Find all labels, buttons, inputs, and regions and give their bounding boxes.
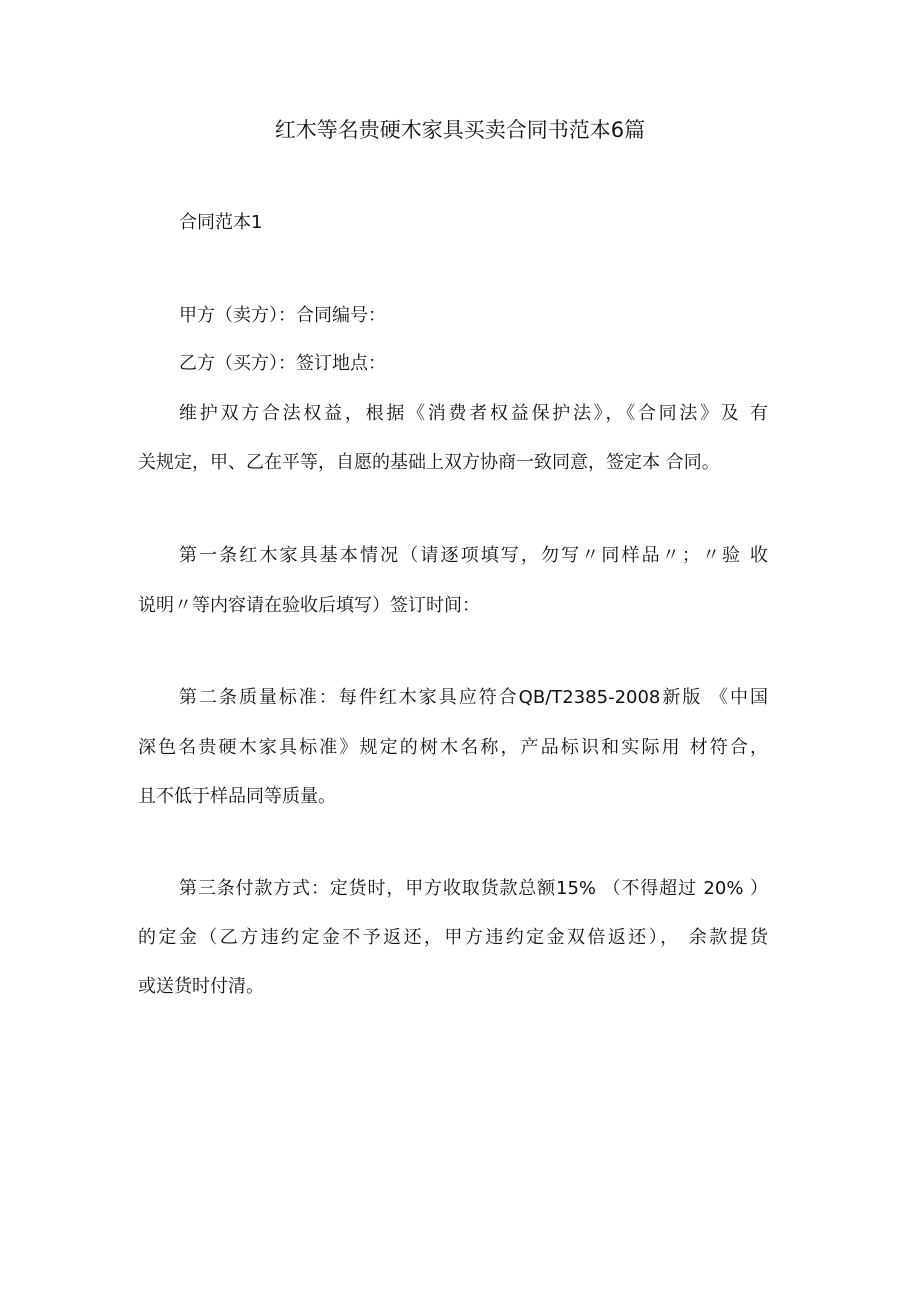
party-b-line: 乙方（买方）：签订地点： (179, 353, 386, 374)
article-2-line-2: 深色名贵硬木家具标准》规定的树木名称，产品标识和实际用 材符合， (138, 737, 768, 758)
preamble-line-2: 关规定，甲、乙在平等，自愿的基础上双方协商一致同意，签定本 合同。 (138, 452, 720, 473)
article-2-line-3: 且不低于样品同等质量。 (138, 786, 336, 807)
article-2-line-1: 第二条质量标准：每件红木家具应符合QB/T2385-2008新版 《中国 (179, 687, 768, 708)
article-1-line-1: 第一条红木家具基本情况（请逐项填写，勿写〃同样品〃；〃验 收 (179, 545, 768, 566)
article-1-line-2: 说明〃等内容请在验收后填写）签订时间： (138, 595, 480, 616)
document-title: 红木等名贵硬木家具买卖合同书范本6篇 (274, 118, 646, 142)
article-3-line-3: 或送货时付清。 (138, 976, 264, 997)
article-3-line-2: 的定金（乙方违约定金不予返还，甲方违约定金双倍返还）， 余款提货 (138, 927, 768, 948)
section-heading: 合同范本1 (179, 212, 263, 233)
party-a-line: 甲方（卖方）：合同编号： (179, 305, 386, 326)
article-3-line-1: 第三条付款方式：定货时，甲方收取货款总额15% （不得超过 20% ） (179, 878, 768, 899)
preamble-line-1: 维护双方合法权益，根据《消费者权益保护法》，《合同法》及 有 (179, 403, 768, 424)
